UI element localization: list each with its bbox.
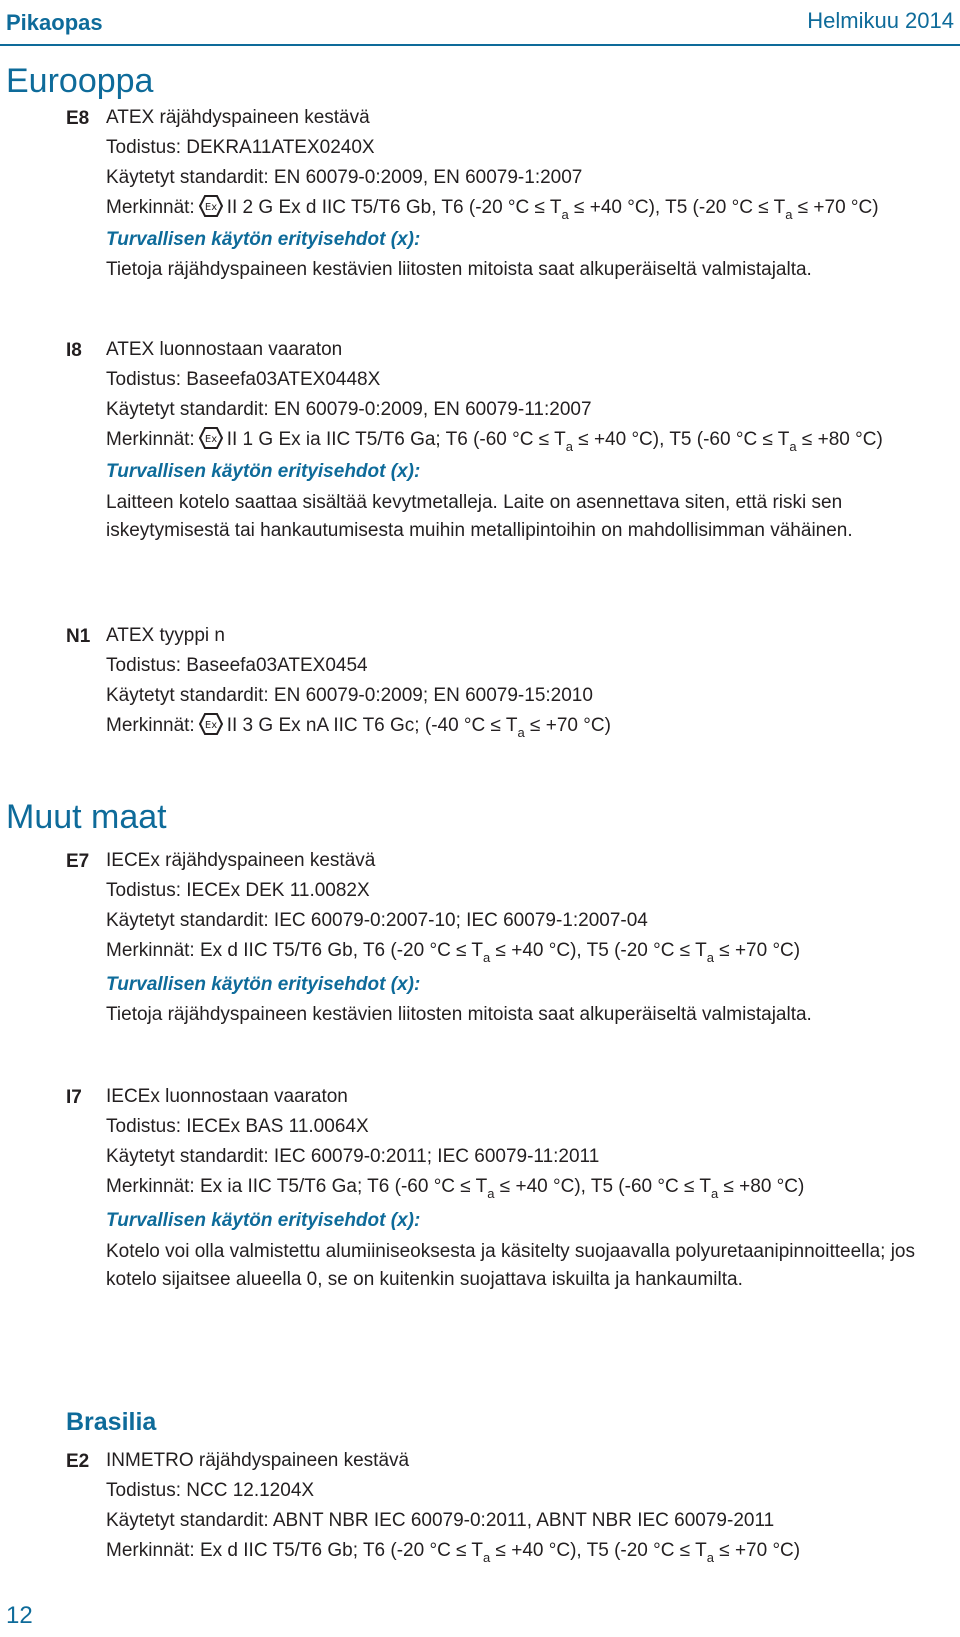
markings-text: II 1 G Ex ia IIC T5/T6 Ga; T6 (-60 °C ≤ T [226, 429, 566, 450]
cert-standards: Käytetyt standardit: ABNT NBR IEC 60079-0:2011, ABNT NBR IEC 60079-2011 [106, 1510, 775, 1531]
cert-standards: Käytetyt standardit: IEC 60079-0:2007-10; IEC 60079-1:2007-04 [106, 910, 648, 931]
page-number: 12 [6, 1602, 33, 1629]
cert-standards: Käytetyt standardit: EN 60079-0:2009, EN 60079-11:2007 [106, 399, 592, 420]
special-conditions-text: Tietoja räjähdyspaineen kestävien liitosten mitoista saat alkuperäiseltä valmistajalta. [106, 259, 812, 280]
svg-text:Ex: Ex [204, 434, 217, 445]
cert-markings: Merkinnät: Ex ia IIC T5/T6 Ga; T6 (-60 $^\circ C \le T_a \le +40$ °C), T5 (-60 $^\circ C \le T_a \le +80$ °C) [106, 1176, 805, 1201]
cert-number: Todistus: Baseefa03ATEX0448X [106, 369, 381, 390]
special-conditions-text: Laitteen kotelo saattaa sisältää kevytmetalleja. Laite on asennettava siten, että riski sen iskeytymisestä tai hankautumisesta muihin metallipintoihin on mahdollisimman vähäinen. [106, 492, 853, 541]
cert-block-n1 [106, 621, 942, 741]
ex-hexagon-icon [199, 195, 223, 227]
section-title-other: Muut maat [6, 798, 167, 836]
cert-block-i8 [106, 335, 942, 545]
special-conditions-heading: Turvallisen käytön erityisehdot (x): [106, 229, 421, 250]
svg-text:Ex: Ex [204, 720, 217, 731]
markings-text: Merkinnät: Ex d IIC T5/T6 Gb; T6 (-20 °C ≤ T [106, 1540, 484, 1561]
markings-label: Merkinnät: [106, 429, 195, 450]
cert-block-e7 [106, 846, 942, 1030]
markings-text: Merkinnät: Ex d IIC T5/T6 Gb, T6 (-20 °C ≤ T [106, 940, 484, 961]
option-code: I8 [66, 340, 82, 361]
special-conditions-heading: Turvallisen käytön erityisehdot (x): [106, 461, 421, 482]
special-conditions-text: Tietoja räjähdyspaineen kestävien liitosten mitoista saat alkuperäiseltä valmistajalta. [106, 1004, 812, 1025]
header-divider [0, 44, 960, 46]
markings-text: Merkinnät: Ex ia IIC T5/T6 Ga; T6 (-60 °C ≤ T [106, 1176, 488, 1197]
markings-text: II 3 G Ex nA IIC T6 Gc; (-40 °C ≤ T [226, 715, 518, 736]
markings-text: II 2 G Ex d IIC T5/T6 Gb, T6 (-20 °C ≤ T [226, 197, 562, 218]
section-title-brazil: Brasilia [66, 1408, 157, 1436]
cert-number: Todistus: IECEx DEK 11.0082X [106, 880, 370, 901]
special-conditions-heading: Turvallisen käytön erityisehdot (x): [106, 974, 421, 995]
option-code: N1 [66, 626, 91, 647]
cert-markings: Merkinnät: Ex II 2 G Ex d IIC T5/T6 Gb, T6 (-20 $^\circ C \le T_a \le +40$ °C), T5 (-20 $^\circ C \le T_a \le +70$ °C) [106, 193, 942, 223]
cert-markings: Merkinnät: Ex d IIC T5/T6 Gb, T6 (-20 $^\circ C \le T_a \le +40$ °C), T5 (-20 $^\circ C \le T_a \le +70$ °C) [106, 940, 801, 965]
special-conditions-heading: Turvallisen käytön erityisehdot (x): [106, 1210, 421, 1231]
cert-name: INMETRO räjähdyspaineen kestävä [106, 1450, 410, 1471]
option-code: E7 [66, 851, 90, 872]
cert-number: Todistus: Baseefa03ATEX0454 [106, 655, 368, 676]
cert-name: IECEx räjähdyspaineen kestävä [106, 850, 376, 871]
section-title-europe: Eurooppa [6, 62, 154, 100]
option-code: I7 [66, 1087, 82, 1108]
cert-number: Todistus: IECEx BAS 11.0064X [106, 1116, 369, 1137]
cert-standards: Käytetyt standardit: EN 60079-0:2009; EN 60079-15:2010 [106, 685, 593, 706]
option-code: E2 [66, 1451, 90, 1472]
ex-hexagon-icon [199, 713, 223, 745]
cert-standards: Käytetyt standardit: EN 60079-0:2009, EN 60079-1:2007 [106, 167, 583, 188]
cert-number: Todistus: DEKRA11ATEX0240X [106, 137, 375, 158]
ex-hexagon-icon [199, 427, 223, 459]
cert-name: IECEx luonnostaan vaaraton [106, 1086, 348, 1107]
cert-markings: Merkinnät: Ex II 1 G Ex ia IIC T5/T6 Ga; T6 (-60 $^\circ C \le T_a \le +40$ °C), T5 (-60 $^\circ C \le T_a \le +80$ °C) [106, 425, 942, 455]
cert-name: ATEX tyyppi n [106, 625, 225, 646]
cert-block-e8 [106, 103, 942, 285]
cert-name: ATEX luonnostaan vaaraton [106, 339, 343, 360]
cert-standards: Käytetyt standardit: IEC 60079-0:2011; IEC 60079-11:2011 [106, 1146, 600, 1167]
cert-markings: Merkinnät: Ex II 3 G Ex nA IIC T6 Gc; (-40 $^\circ C \le T_a \le +70$ °C) [106, 711, 942, 741]
cert-name: ATEX räjähdyspaineen kestävä [106, 107, 370, 128]
cert-block-i7 [106, 1082, 942, 1294]
header-title: Pikaopas [6, 10, 103, 35]
markings-label: Merkinnät: [106, 715, 195, 736]
special-conditions-text: Kotelo voi olla valmistettu alumiiniseoksesta ja käsitelty suojaavalla polyuretaanipinnoitteella; jos kotelo sijaitsee alueella 0, se on kuitenkin suojattava iskuilta ja hankaumilta. [106, 1241, 915, 1290]
cert-block-e2 [106, 1446, 942, 1566]
cert-number: Todistus: NCC 12.1204X [106, 1480, 315, 1501]
cert-markings: Merkinnät: Ex d IIC T5/T6 Gb; T6 (-20 $^\circ C \le T_a \le +40$ °C), T5 (-20 $^\circ C \le T_a \le +70$ °C) [106, 1540, 801, 1565]
option-code: E8 [66, 108, 90, 129]
markings-label: Merkinnät: [106, 197, 195, 218]
header-date: Helmikuu 2014 [807, 8, 954, 33]
svg-text:Ex: Ex [204, 202, 217, 213]
